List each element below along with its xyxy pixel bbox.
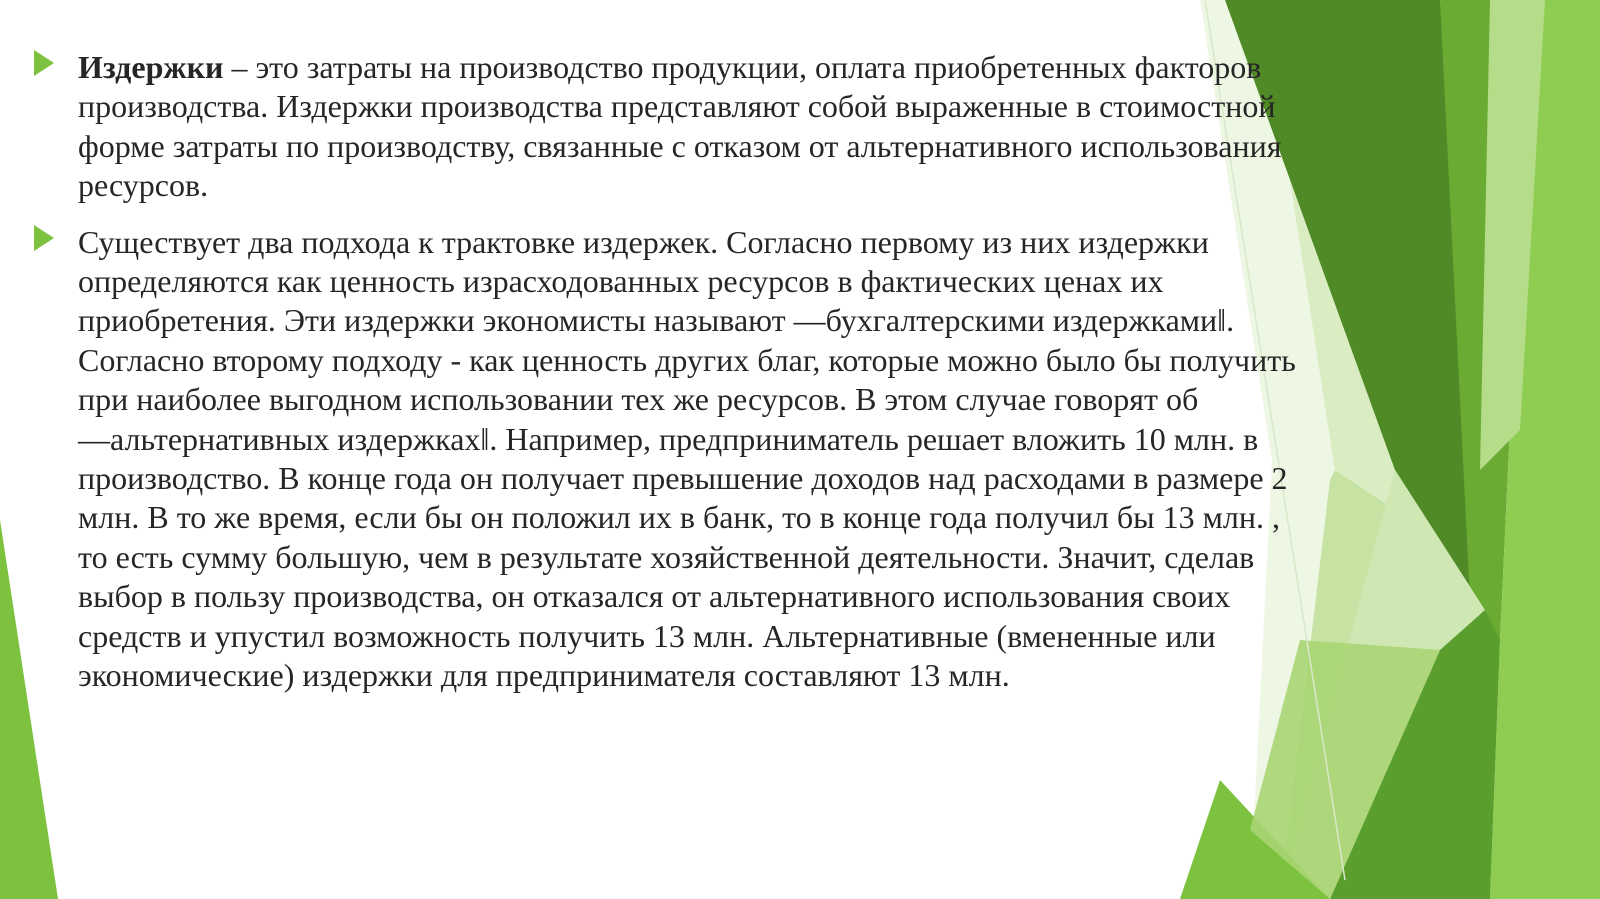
triangle-bullet-icon [34, 50, 54, 76]
bullet-term: Издержки [78, 49, 224, 85]
bullet-text: – это затраты на производство продукции, оплата приобретенных факторов производства. Издержки производства представляют собой выраженные в стоимостной форме затраты по производству, связанные с отказом от альтернативного использования ресурсов. [78, 49, 1282, 204]
bullet-item-costs-definition [30, 48, 1300, 206]
slide-content [30, 48, 1300, 713]
triangle-bullet-icon [34, 225, 54, 251]
bullet-item-approaches [30, 223, 1300, 696]
bullet-text: Существует два подхода к трактовке издержек. Согласно первому из них издержки определяются как ценность израсходованных ресурсов в фактических ценах их приобретения. Эти издержки экономисты называют ―бухгалтерскими издержками‖. Согласно второму подходу - как ценность других благ, которые можно было бы получить при наиболее выгодном использовании тех же ресурсов. В этом случае говорят об ―альтернативных издержках‖. Например, предприниматель решает вложить 10 млн. в производство. В конце года он получает превышение доходов над расходами в размере 2 млн. В то же время, если бы он положил их в банк, то в конце года получил бы 13 млн. , то есть сумму большую, чем в результате хозяйственной деятельности. Значит, сделав выбор в пользу производства, он отказался от альтернативного использования своих средств и упустил возможность получить 13 млн. Альтернативные (вмененные или экономические) издержки для предпринимателя составляют 13 млн. [78, 223, 1296, 694]
